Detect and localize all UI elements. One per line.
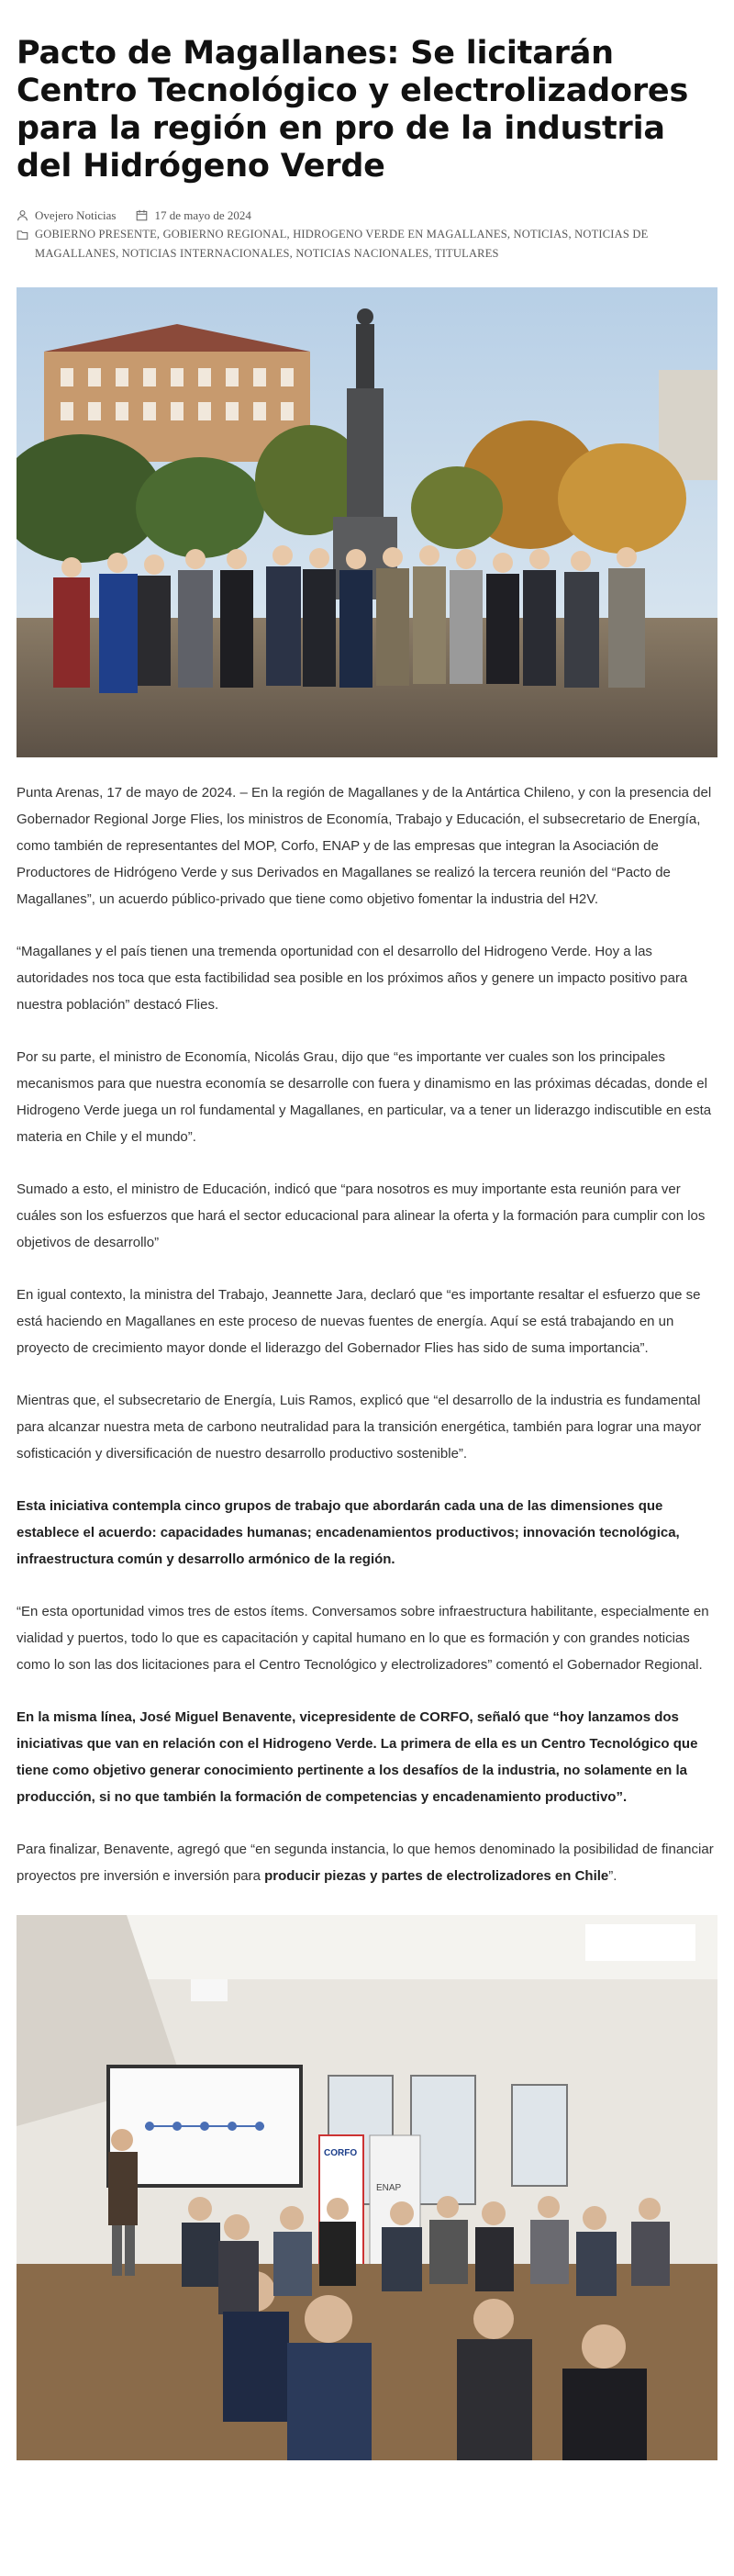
meeting-room-photo [17, 1915, 717, 2460]
author-link[interactable] [17, 206, 116, 225]
paragraph-1: Punta Arenas, 17 de mayo de 2024. – En la región de Magallanes y de la Antártica Chileno, y con la presencia del Gobernador Regional Jorge Flies, los ministros de Economía, Trabajo y Educación, el subsecretario de Energía, como también de representantes del MOP, Corfo, ENAP y de las empresas que integran la Asociación de Productores de Hidrógeno Verde y sus Derivados en Magallanes se realizó la tercera reunión del “Pacto de Magallanes”, un acuerdo público-privado que tiene como objetivo fomentar la industria del H2V. [17, 785, 712, 907]
paragraph-7-text: Esta iniciativa contempla cinco grupos de trabajo que abordarán cada una de las dimensiones que establece el acuerdo: capacidades humanas; encadenamientos productivos; innovación tecnológica, infraestructura común y desarrollo armónico de la región. [17, 1498, 680, 1567]
paragraph-10 [17, 1836, 717, 1889]
paragraph-9-text: En la misma línea, José Miguel Benavente, vicepresidente de CORFO, señaló que “hoy lanzamos dos iniciativas que van en relación con el Hidrogeno Verde. La primera de ella es un Centro Tecnológico que tiene como objetivo generar conocimiento pertinente a los desafíos de la industria, no solamente en la producción, si no que también la formación de competencias y encadenamiento productivo”. [17, 1709, 698, 1805]
category-links[interactable] [17, 225, 717, 263]
group-photo-illustration [17, 287, 717, 757]
paragraph-3: Por su parte, el ministro de Economía, Nicolás Grau, dijo que “es importante ver cuales son los principales mecanismos para que nuestra economía se desarrolle con fuera y dinamismo en las próximas décadas, donde el Hidrogeno Verde juega un rol fundamental y Magallanes, en particular, va a tener un liderazgo indiscutible en esta materia en Chile y el mundo”. [17, 1049, 712, 1145]
article-body [17, 779, 717, 1889]
paragraph-9-bold [17, 1704, 717, 1810]
corfo-sign: CORFO [324, 2148, 358, 2158]
page-title: Pacto de Magallanes: Se licitarán Centro Tecnológico y electrolizadores para la región en pro de la industria del Hidrógeno Verde [17, 35, 689, 185]
enap-sign: ENAP [376, 2183, 402, 2193]
paragraph-7-bold [17, 1493, 717, 1573]
calendar-icon [136, 209, 148, 221]
paragraph-10-bold: producir piezas y partes de electrolizadores en Chile [264, 1868, 609, 1884]
paragraph-10-end: ”. [608, 1868, 617, 1884]
paragraph-2: “Magallanes y el país tienen una tremenda oportunidad con el desarrollo del Hidrogeno Verde. Hoy a las autoridades nos toca que esta factibilidad sea posible en los próximos años y genere un impacto positivo para nuestra población” destacó Flies. [17, 944, 688, 1013]
author-name: Ovejero Noticias [35, 208, 117, 222]
paragraph-4: Sumado a esto, el ministro de Educación, indicó que “para nosotros es muy importante esta reunión para ver cuáles son los esfuerzos que hará el sector educacional para alinear la oferta y la formación para cumplir con los objetivos de desarrollo” [17, 1182, 706, 1250]
folder-icon [17, 229, 28, 241]
meeting-photo-illustration [17, 1915, 717, 2460]
paragraph-5: En igual contexto, la ministra del Trabajo, Jeannette Jara, declaró que “es importante resaltar el esfuerzo que se está haciendo en Magallanes en este proceso de nuevas fuentes de energía. Aquí se está trabajando en un proyecto de crecimiento mayor donde el liderazgo del Gobernador Flies has sido de suma importancia”. [17, 1287, 701, 1356]
paragraph-10-start: Para finalizar, Benavente, agregó que “en segunda instancia, lo que hemos denominado la posibilidad de financiar proyectos pre inversión e inversión para [17, 1842, 714, 1884]
post-date[interactable] [136, 206, 250, 225]
paragraph-6: Mientras que, el subsecretario de Energía, Luis Ramos, explicó que “el desarrollo de la industria es fundamental para alcanzar nuestra meta de carbono neutralidad para la transición energética, también para lograr una mayor sofisticación y diversificación de nuestro desarrollo productivo sostenible”. [17, 1393, 702, 1462]
post-meta [17, 206, 717, 263]
user-icon [17, 209, 28, 221]
category-list: GOBIERNO PRESENTE, GOBIERNO REGIONAL, HIDROGENO VERDE EN MAGALLANES, NOTICIAS, NOTICIAS DE MAGALLANES, NOTICIAS INTERNACIONALES, NOTICIAS NACIONALES, TITULARES [35, 228, 649, 260]
date-text: 17 de mayo de 2024 [154, 208, 251, 222]
paragraph-8: “En esta oportunidad vimos tres de estos ítems. Conversamos sobre infraestructura habilitante, especialmente en vialidad y puertos, todo lo que es capacitación y capital humano en lo que es formación y con grandes noticias como lo son las dos licitaciones para el Centro Tecnológico y electrolizadores” comentó el Gobernador Regional. [17, 1604, 709, 1673]
featured-image-group-photo [17, 287, 717, 757]
